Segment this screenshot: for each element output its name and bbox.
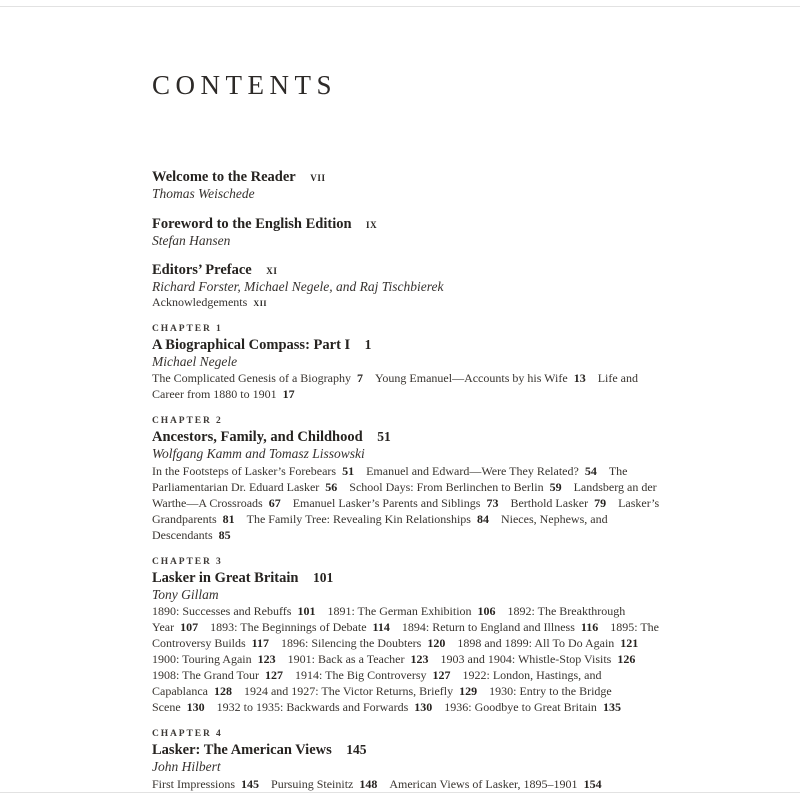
entry-title: 1900: Touring Again — [152, 652, 252, 666]
entry-page-number: 106 — [477, 604, 496, 618]
entry-title: Emanuel and Edward—Were They Related? — [366, 463, 579, 478]
entry-title: Life and Career from 1880 to 1901 — [152, 371, 638, 401]
section-title: Foreword to the English Edition — [152, 215, 352, 232]
section-title: Editors’ Preface — [152, 262, 252, 278]
entry-page-number: 128 — [213, 684, 232, 698]
entry-title: 1894: Return to England and Illness — [401, 620, 575, 634]
entry-title: 1892: The Breakthrough Year — [152, 604, 626, 634]
section-page-number: ix — [366, 215, 378, 231]
section-page-number: xi — [266, 262, 278, 277]
section-page-number: 101 — [312, 569, 334, 585]
entry-page-number: 154 — [583, 776, 602, 791]
acknowledgements-line — [152, 295, 668, 310]
entry-page-number: 130 — [186, 700, 205, 714]
chapter-section — [152, 728, 668, 792]
chapter-section — [152, 415, 668, 543]
page-edge-bottom — [0, 792, 800, 793]
entry-page-number: 84 — [476, 511, 489, 526]
section-entries — [152, 463, 668, 543]
entry-page-number: 13 — [573, 371, 586, 385]
section-entries — [152, 776, 668, 792]
entry-page-number: 85 — [218, 527, 231, 542]
author-byline: Wolfgang Kamm and Tomasz Lissowski — [152, 446, 365, 461]
entry-page-number: 54 — [584, 463, 597, 478]
front-matter-section — [152, 261, 668, 310]
entry-title: 1924 and 1927: The Victor Returns, Briefly — [243, 684, 454, 698]
entry-page-number: 67 — [268, 495, 281, 510]
table-of-contents — [152, 168, 668, 792]
entry-page-number: 123 — [257, 652, 276, 666]
entry-title: 1930: Entry to the Bridge Scene — [152, 684, 612, 714]
entry-page-number: 117 — [251, 636, 270, 650]
section-page-number: vii — [310, 169, 326, 184]
entry-title: Landsberg an der Warthe—A Crossroads — [152, 479, 657, 510]
chapter-section — [152, 323, 668, 403]
section-page-number: 51 — [377, 429, 391, 444]
entry-title: 1895: The Controversy Builds — [152, 620, 659, 650]
entry-title: 1891: The German Exhibition — [327, 604, 472, 618]
section-title-line — [152, 336, 668, 354]
entry-page-number: 17 — [282, 387, 295, 401]
entry-title: Emanuel Lasker’s Parents and Siblings — [292, 495, 481, 510]
entry-page-number: 145 — [241, 776, 260, 791]
entry-title: 1901: Back as a Teacher — [287, 652, 405, 666]
section-entries — [152, 370, 668, 402]
chapter-number-label: CHAPTER 4 — [152, 729, 223, 739]
chapter-number-label: CHAPTER 3 — [152, 556, 223, 567]
chapter-number-label: CHAPTER 2 — [152, 416, 223, 426]
entry-title: 1908: The Grand Tour — [152, 668, 260, 682]
entry-title: Nieces, Nephews, and Descendants — [152, 511, 608, 542]
chapter-section — [152, 556, 668, 716]
entry-page-number: 127 — [432, 668, 451, 682]
entry-page-number: 107 — [180, 620, 199, 634]
entry-title: 1898 and 1899: All To Do Again — [457, 636, 615, 650]
entry-title: The Family Tree: Revealing Kin Relationships — [246, 511, 471, 526]
section-title: Lasker in Great Britain — [152, 569, 299, 586]
entry-page-number: 127 — [265, 668, 284, 682]
entry-page-number: 123 — [410, 652, 429, 666]
entry-page-number: 81 — [222, 511, 235, 526]
entry-page-number: 56 — [325, 479, 338, 494]
author-byline: Thomas Weischede — [152, 186, 255, 201]
entry-page-number: 130 — [414, 700, 433, 714]
entry-title: First Impressions — [152, 776, 236, 791]
entry-title: Pursuing Steinitz — [271, 776, 354, 791]
entry-page-number: 7 — [356, 371, 363, 385]
entry-title: 1932 to 1935: Backwards and Forwards — [216, 700, 409, 714]
entry-title: Young Emanuel—Accounts by his Wife — [374, 371, 568, 385]
section-title: Ancestors, Family, and Childhood — [152, 429, 363, 445]
page-title: CONTENTS — [152, 70, 337, 100]
entry-page-number: 126 — [617, 652, 636, 666]
section-title-line — [152, 428, 668, 446]
section-entries — [152, 603, 668, 715]
entry-page-number: 120 — [427, 636, 446, 650]
entry-title: 1903 and 1904: Whistle-Stop Visits — [440, 652, 612, 666]
author-byline: Richard Forster, Michael Negele, and Raj Tischbierek — [152, 279, 444, 294]
section-title-line — [152, 569, 668, 587]
author-byline: Michael Negele — [152, 353, 238, 369]
front-matter-section — [152, 168, 668, 202]
entry-title: 1914: The Big Controversy — [295, 668, 427, 682]
entry-page-number: 129 — [459, 684, 478, 698]
section-title-line — [152, 168, 668, 186]
entry-title: 1893: The Beginnings of Debate — [210, 620, 367, 634]
entry-title: 1936: Goodbye to Great Britain — [444, 700, 597, 714]
author-byline: Tony Gillam — [152, 586, 219, 602]
section-title-line — [152, 215, 668, 233]
contents-column — [152, 70, 668, 800]
entry-title: 1890: Successes and Rebuffs — [152, 604, 292, 618]
author-byline: Stefan Hansen — [152, 232, 231, 248]
entry-title: 1922: London, Hastings, and Capablanca — [152, 668, 602, 698]
section-title: Lasker: The American Views — [152, 742, 332, 758]
entry-title: In the Footsteps of Lasker’s Forebears — [152, 463, 337, 478]
entry-page-number: 116 — [580, 620, 599, 634]
entry-title: Lasker’s Grandparents — [152, 495, 660, 526]
entry-title: American Views of Lasker, 1895–1901 — [389, 776, 578, 791]
chapter-number-label: CHAPTER 1 — [152, 323, 223, 334]
author-byline: John Hilbert — [152, 759, 221, 774]
entry-title: Berthold Lasker — [510, 495, 589, 510]
page-edge-top — [0, 6, 800, 7]
section-title: A Biographical Compass: Part I — [152, 336, 351, 353]
entry-page-number: 121 — [620, 636, 639, 650]
entry-title: School Days: From Berlinchen to Berlin — [349, 479, 544, 494]
section-title: Welcome to the Reader — [152, 169, 296, 185]
entry-page-number: 114 — [372, 620, 390, 634]
section-title-line — [152, 741, 668, 759]
entry-page-number: 101 — [297, 604, 316, 618]
section-page-number: 145 — [346, 742, 367, 757]
section-page-number: 1 — [364, 336, 372, 352]
entry-page-number: 59 — [549, 479, 562, 494]
entry-title: 1896: Silencing the Doubters — [281, 636, 422, 650]
entry-page-number: 79 — [594, 495, 607, 510]
section-title-line — [152, 261, 668, 279]
entry-page-number: 73 — [486, 495, 499, 510]
entry-title: The Parliamentarian Dr. Eduard Lasker — [152, 463, 628, 494]
entry-page-number: 135 — [602, 700, 621, 714]
acknowledgements-label: Acknowledgements — [152, 294, 248, 309]
front-matter-section — [152, 215, 668, 249]
entry-page-number: 148 — [359, 776, 378, 791]
entry-title: The Complicated Genesis of a Biography — [152, 371, 351, 385]
acknowledgements-page-number: xii — [253, 294, 268, 309]
entry-page-number: 51 — [342, 463, 355, 478]
